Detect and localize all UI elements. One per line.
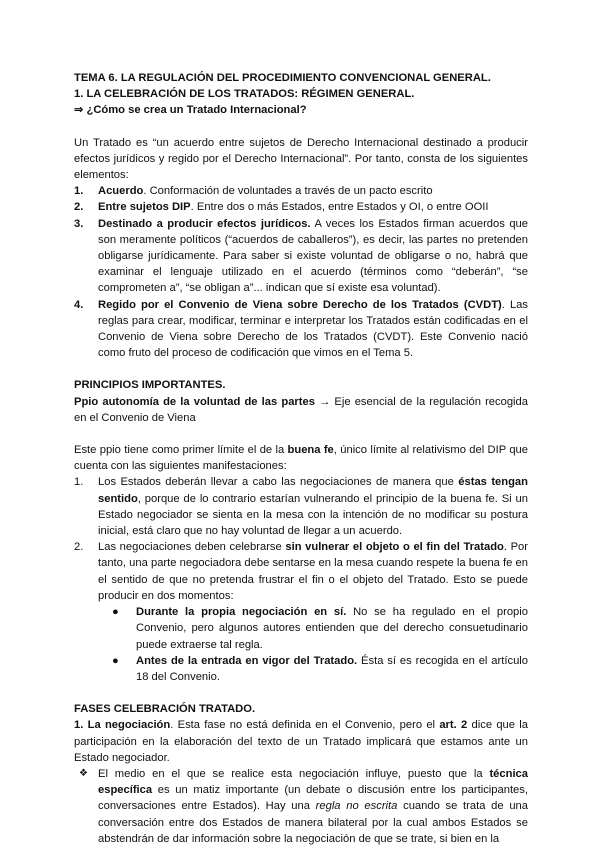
bullet-icon: ● (112, 606, 119, 619)
good-faith-paragraph: Este ppio tiene como primer límite el de la buena fe, único límite al relativismo del DIP que cuenta con las siguientes manifestaciones: (74, 444, 528, 473)
list-item: 1. Acuerdo. Conformación de voluntades a través de un pacto escrito (74, 185, 433, 198)
bullet-icon: ● (112, 654, 119, 667)
list-item: 3. Destinado a producir efectos jurídicos. A veces los Estados firman acuerdos que son meramente políticos (“acuerdos de caballeros”), es decir, las partes no pretenden obligarse jurídicamente. Para saber si existe voluntad de obligarse o no, habrá que examinar el lenguaje utilizado en el acuerdo (términos como “deberán”, “se comprometen a”, “se obligan a”... indican que sí existe esa voluntad). (74, 217, 528, 295)
list-item: ● Durante la propia negociación en sí. No se ha regulado en el propio Convenio, pero algunos autores entienden que del derecho consuetudinario puede extraerse tal regla. (112, 606, 528, 651)
list-item: 2. Entre sujetos DIP. Entre dos o más Estados, entre Estados y OI, o entre OOII (74, 201, 489, 214)
topic-title: TEMA 6. LA REGULACIÓN DEL PROCEDIMIENTO CONVENCIONAL GENERAL. (74, 72, 491, 84)
document-content (74, 70, 528, 847)
principles-heading: PRINCIPIOS IMPORTANTES. (74, 379, 226, 392)
question-text: ¿Cómo se crea un Tratado Internacional? (86, 104, 307, 117)
list-item: ● Antes de la entrada en vigor del Tratado. Ésta sí es recogida en el artículo 18 del Convenio. (112, 654, 528, 683)
question-heading (74, 102, 528, 118)
manifestations-list (74, 474, 528, 604)
moments-list (74, 604, 528, 685)
autonomy-paragraph: Ppio autonomía de la voluntad de las partes → Eje esencial de la regulación recogida en el Convenio de Viena (74, 395, 528, 424)
list-item: 2. Las negociaciones deben celebrarse sin vulnerar el objeto o el fin del Tratado. Por tanto, una parte negociadora debe sentarse en la mesa cuando respete la buena fe en el sentido de que no pretenda frustrar el fin o el objeto del Tratado. Esto se puede producir en dos momentos: (74, 541, 528, 602)
arrow-icon: ⇒ (74, 104, 84, 117)
diamond-bullet-icon: ❖ (79, 767, 88, 779)
negotiation-paragraph: 1. La negociación. Esta fase no está definida en el Convenio, pero el art. 2 dice que la participación en la elaboración del texto de un Tratado implicará que estamos ante un Estado negociador. (74, 719, 528, 764)
list-item: 1. Los Estados deberán llevar a cabo las negociaciones de manera que éstas tengan sentido, porque de lo contrario estarían vulnerando el principio de la buena fe. Si un Estado negociador se sienta en la mesa con la intención de no modificar su postura inicial, está claro que no hay voluntad de llegar a un acuerdo. (74, 476, 528, 538)
section-title: 1. LA CELEBRACIÓN DE LOS TRATADOS: RÉGIMEN GENERAL. (74, 88, 415, 101)
intro-paragraph: Un Tratado es “un acuerdo entre sujetos de Derecho Internacional destinado a producir efectos jurídicos y regido por el Derecho Internacional”. Por tanto, consta de los siguientes elementos: (74, 136, 528, 182)
elements-list (74, 183, 528, 361)
phases-heading: FASES CELEBRACIÓN TRATADO. (74, 703, 256, 716)
list-item: ❖ El medio en el que se realice esta negociación influye, puesto que la técnica específica es un matiz importante (un debate o discusión entre los participantes, conversaciones entre Estados). Hay una regla no escrita cuando se trata de una conversación entre dos Estados de manera bilateral por la cual ambos Estados se abstendrán de dar información sobre la negociación de que se trate, si bien en la (79, 767, 528, 845)
list-item: 4. Regido por el Convenio de Viena sobre Derecho de los Tratados (CVDT). Las reglas para crear, modificar, terminar e interpretar los Tratados están codificadas en el Convenio de Viena sobre Derecho de los Tratados (CVDT). Este Convenio nació como fruto del proceso de codificación que vimos en el Tema 5. (74, 298, 528, 360)
